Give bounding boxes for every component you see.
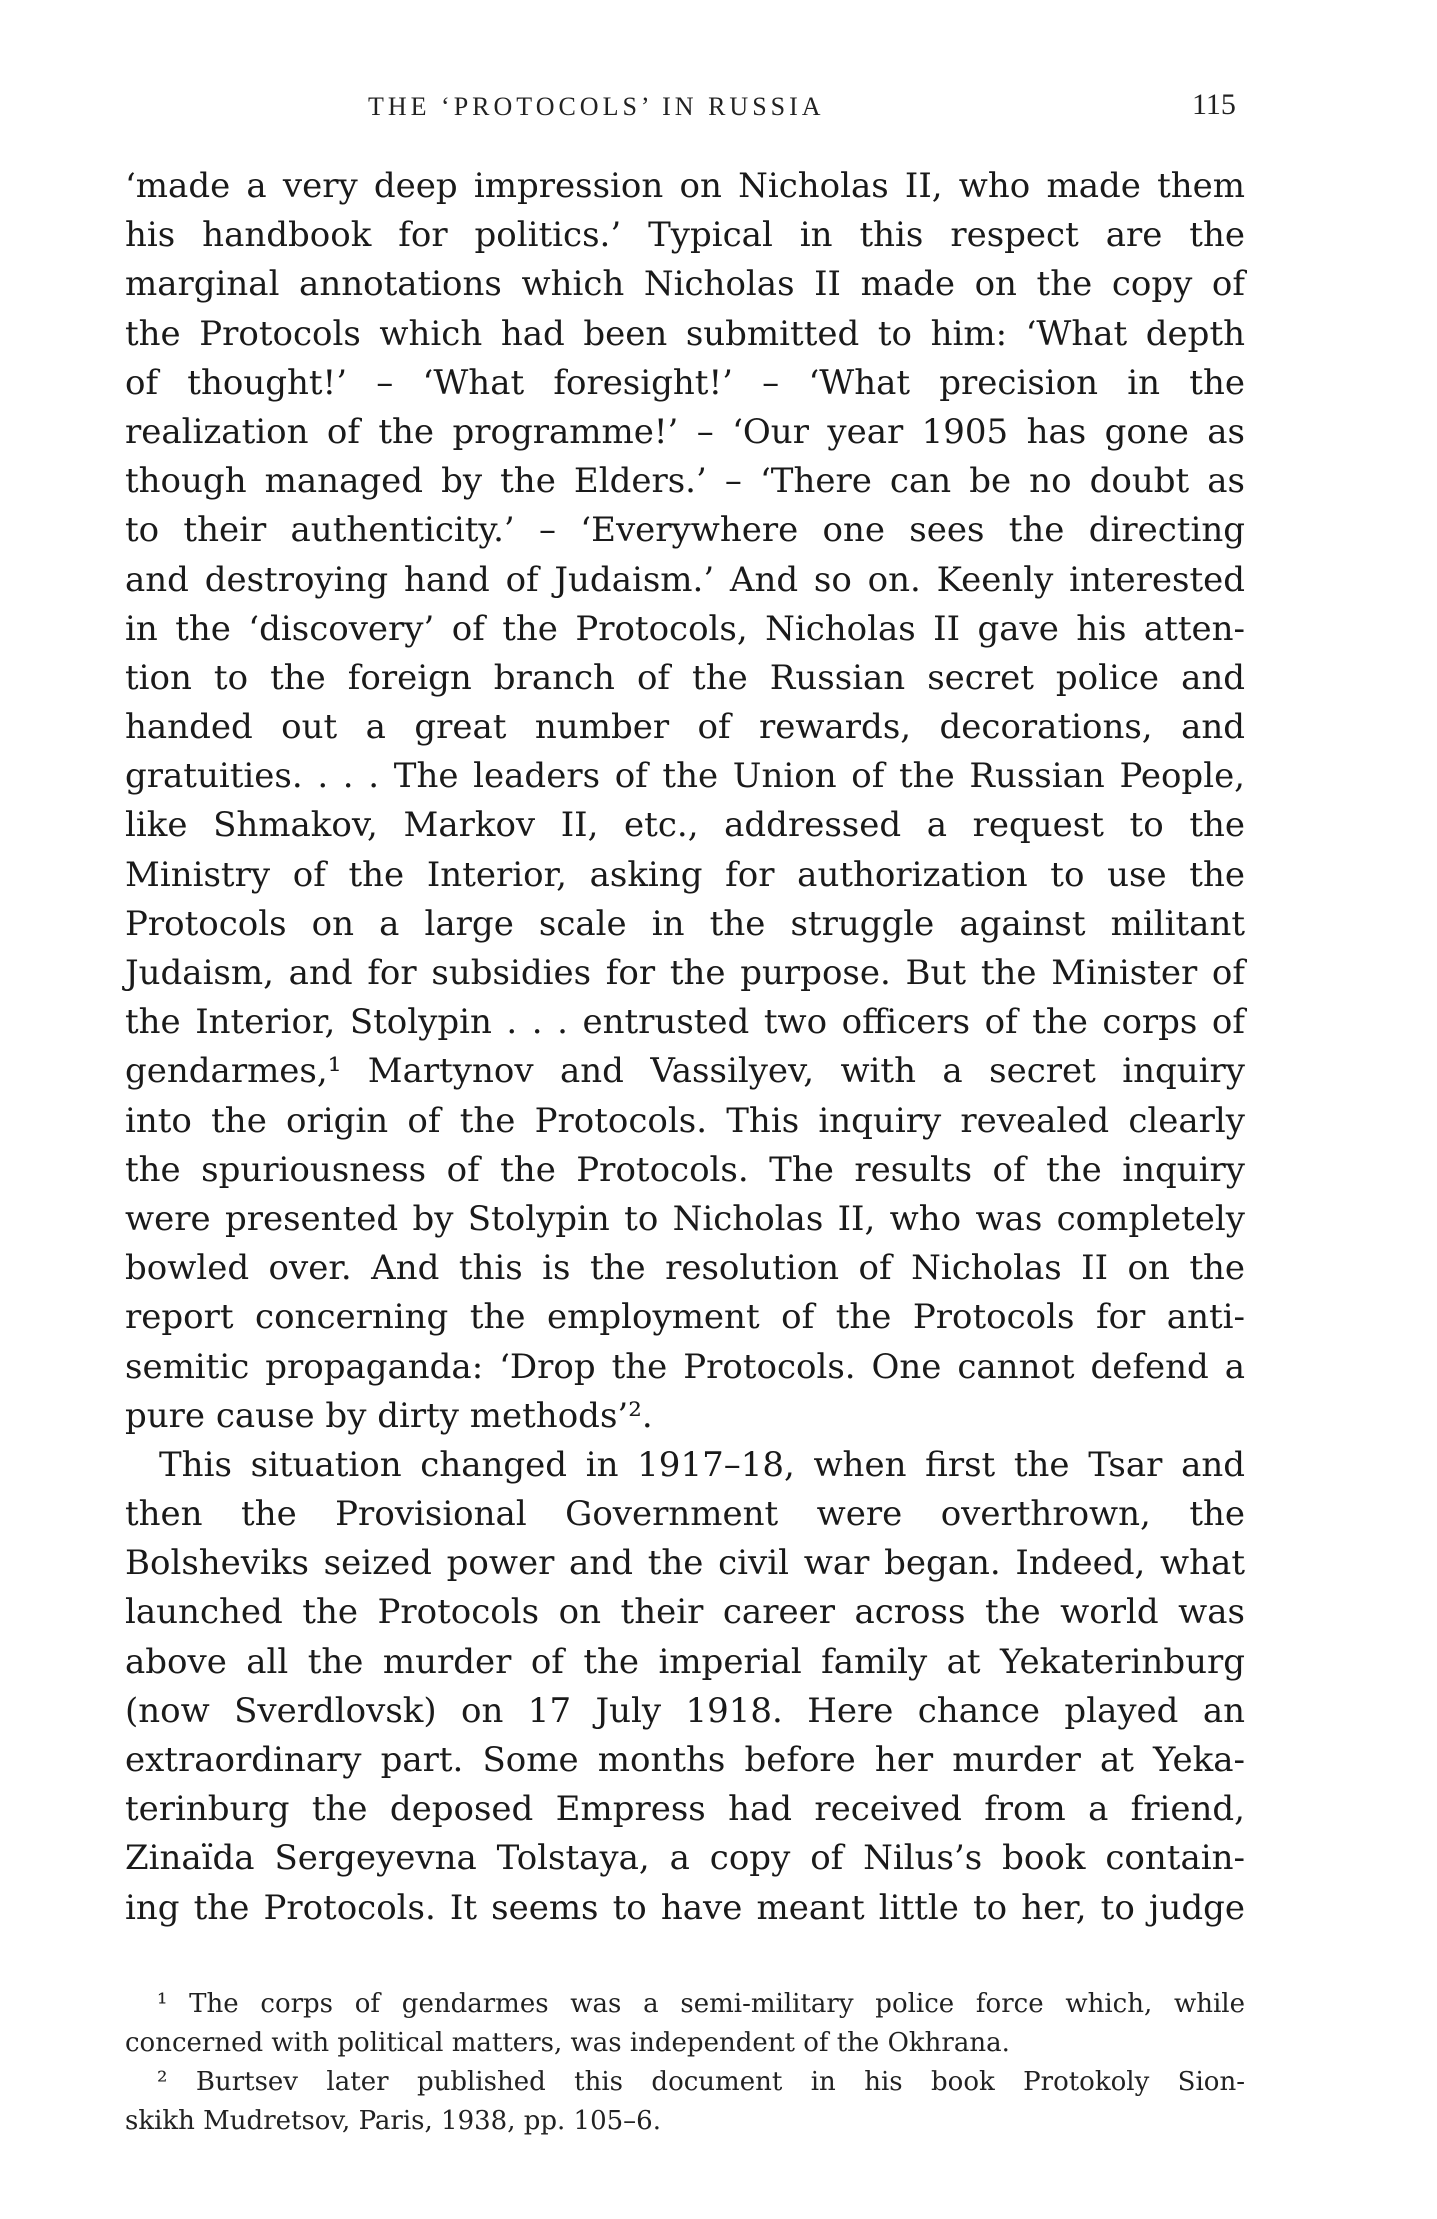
text-line: This situation changed in 1917–18, when first the Tsar and [159, 1444, 1245, 1485]
text-line: the spuriousness of the Protocols. The results of the inquiry [125, 1149, 1245, 1190]
text-line: Protocols on a large scale in the struggle against militant [125, 903, 1245, 944]
text-line: pure cause by dirty methods’². [125, 1395, 653, 1436]
text-line: the Interior, Stolypin . . . entrusted two officers of the corps of [125, 1002, 1245, 1043]
text-line: Zinaïda Sergeyevna Tolstaya, a copy of Nilus’s book contain- [125, 1838, 1245, 1879]
running-head: THE ‘PROTOCOLS’ IN RUSSIA [368, 92, 825, 121]
page-number: 115 [1192, 88, 1236, 121]
text-line: were presented by Stolypin to Nicholas II, who was completely [125, 1198, 1245, 1239]
text-line: of thought!’ – ‘What foresight!’ – ‘What precision in the [125, 362, 1245, 403]
text-line: above all the murder of the imperial family at Yekaterinburg [125, 1641, 1245, 1682]
text-line: to their authenticity.’ – ‘Everywhere one sees the directing [125, 510, 1245, 551]
text-line: launched the Protocols on their career across the world was [125, 1592, 1245, 1633]
text-line: marginal annotations which Nicholas II made on the copy of [125, 264, 1245, 305]
text-line: though managed by the Elders.’ – ‘There can be no doubt as [125, 461, 1245, 502]
text-line: realization of the programme!’ – ‘Our year 1905 has gone as [125, 411, 1245, 452]
text-line: (now Sverdlovsk) on 17 July 1918. Here chance played an [125, 1690, 1245, 1731]
text-line: report concerning the employment of the Protocols for anti- [125, 1297, 1245, 1338]
text-line: ‘made a very deep impression on Nicholas II, who made them [125, 166, 1245, 206]
footnote-line: skikh Mudretsov, Paris, 1938, pp. 105–6. [125, 2106, 661, 2136]
text-line: tion to the foreign branch of the Russian secret police and [125, 657, 1245, 698]
text-line: Bolsheviks seized power and the civil war began. Indeed, what [125, 1543, 1245, 1584]
text-line: his handbook for politics.’ Typical in this respect are the [125, 215, 1245, 256]
text-line: in the ‘discovery’ of the Protocols, Nicholas II gave his atten- [125, 608, 1245, 649]
footnotes [125, 1985, 1245, 2141]
footnote-line: concerned with political matters, was independent of the Okhrana. [125, 2028, 1010, 2058]
body-text [125, 162, 1245, 1933]
text-line: then the Provisional Government were overthrown, the [125, 1494, 1245, 1535]
text-line: Judaism, and for subsidies for the purpose. But the Minister of [125, 953, 1245, 993]
text-line: terinburg the deposed Empress had received from a friend, [125, 1789, 1245, 1830]
text-line: extraordinary part. Some months before her murder at Yeka- [125, 1740, 1245, 1780]
text-line: Ministry of the Interior, asking for authorization to use the [125, 854, 1245, 895]
text-line: handed out a great number of rewards, decorations, and [125, 707, 1245, 748]
text-line: the Protocols which had been submitted to him: ‘What depth [125, 313, 1245, 354]
text-line: ing the Protocols. It seems to have meant little to her, to judge [125, 1887, 1245, 1928]
text-line: gendarmes,¹ Martynov and Vassilyev, with a secret inquiry [125, 1051, 1245, 1092]
text-line: like Shmakov, Markov II, etc., addressed a request to the [125, 805, 1245, 846]
footnote-line: ¹ The corps of gendarmes was a semi-military police force which, while [157, 1989, 1245, 2019]
text-line: semitic propaganda: ‘Drop the Protocols. One cannot defend a [125, 1346, 1245, 1387]
text-line: gratuities. . . . The leaders of the Union of the Russian People, [125, 756, 1245, 797]
text-line: bowled over. And this is the resolution of Nicholas II on the [125, 1248, 1245, 1289]
text-line: into the origin of the Protocols. This inquiry revealed clearly [125, 1100, 1245, 1141]
text-line: and destroying hand of Judaism.’ And so on. Keenly interested [125, 559, 1245, 600]
footnote-line: ² Burtsev later published this document in his book Protokoly Sion- [157, 2067, 1245, 2097]
